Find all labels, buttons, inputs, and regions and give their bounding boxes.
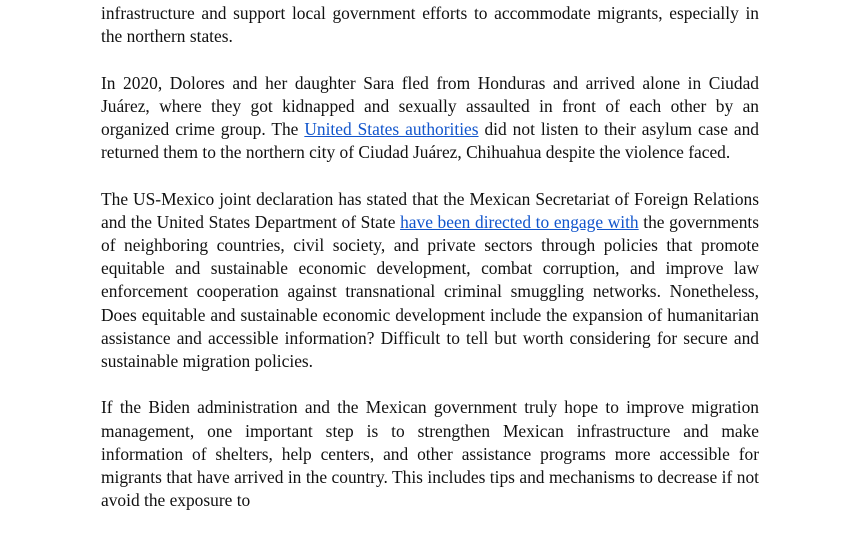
us-authorities-link[interactable]: United States authorities: [304, 119, 479, 139]
paragraph-1-text: infrastructure and support local government efforts to accommodate migrants, especially in the northern states.: [101, 3, 759, 47]
paragraph-3-text-before: The US-Mexico joint declaration has stated that the Mexican Secretariat of Foreign Relations and the United States Department of State: [101, 188, 759, 232]
paragraph-2-text-before: In 2020, Dolores and her daughter Sara fled from Honduras and arrived alone in Ciudad Juárez, where they got kidnapped and sexually assaulted in front of each other by an organized crime group. The: [101, 72, 759, 139]
paragraph-3: [101, 188, 759, 374]
paragraph-2: [101, 72, 759, 165]
document-body: [101, 2, 759, 536]
paragraph-1: [101, 2, 759, 48]
directed-to-engage-link[interactable]: have been directed to engage with: [400, 211, 639, 232]
paragraph-4: [101, 396, 759, 512]
paragraph-3-text-after: the governments of neighboring countries, civil society, and private sectors through policies that promote equitable and sustainable economic development, combat corruption, and improve law enforcement cooperation against transnational criminal smuggling networks. Nonetheless, Does equitable and sustainable economic development include the expansion of humanitarian assistance and accessible information? Difficult to tell but worth considering for secure and sustainable migration policies.: [101, 211, 760, 372]
paragraph-4-text: If the Biden administration and the Mexican government truly hope to improve migration management, one important step is to strengthen Mexican infrastructure and make information of shelters, help centers, and other assistance programs more accessible for migrants that have arrived in the country. This includes tips and mechanisms to decrease if not avoid the exposure to: [101, 397, 759, 511]
paragraph-2-text-after: did not listen to their asylum case and returned them to the northern city of Ciudad Juárez, Chihuahua despite the violence faced.: [101, 119, 759, 163]
